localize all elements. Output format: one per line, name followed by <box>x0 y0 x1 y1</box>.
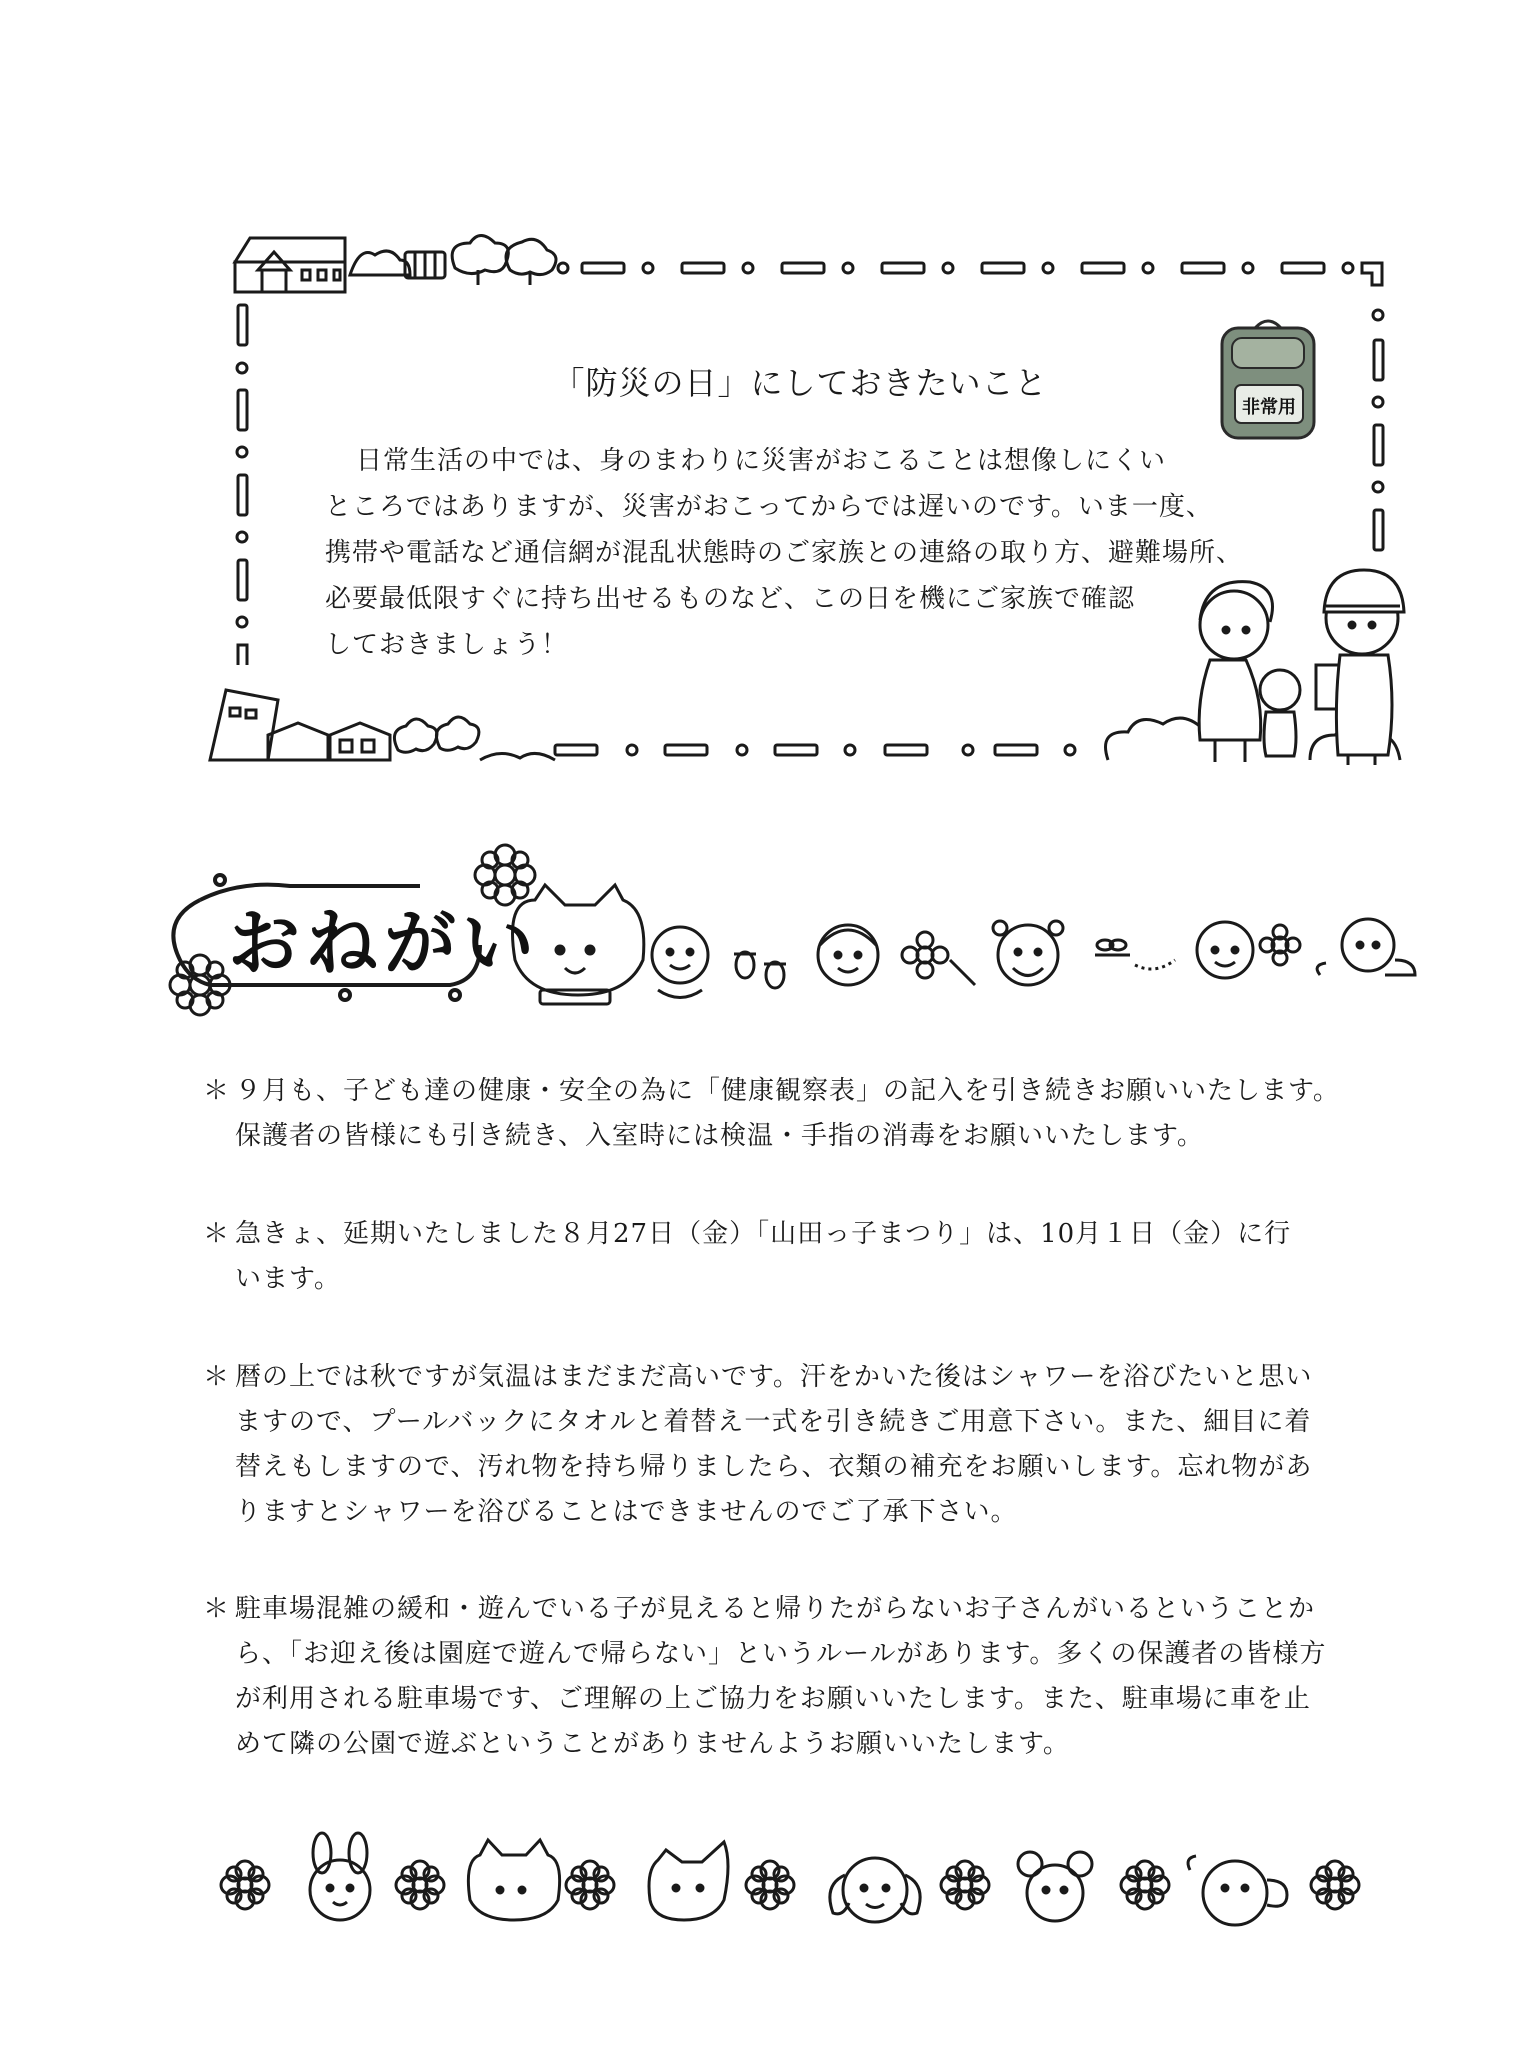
note-bullet: ＊ <box>203 1076 230 1106</box>
cat-icon <box>468 1840 559 1920</box>
note-bullet: ＊ <box>203 1362 230 1392</box>
note-line: います。 <box>235 1264 341 1294</box>
house-icon <box>235 238 345 292</box>
flower-icon <box>1121 1861 1169 1909</box>
house-icon <box>210 690 390 760</box>
bottom-animal-border <box>0 1830 1519 1940</box>
mouse-icon <box>1018 1852 1092 1921</box>
backpack-icon <box>1222 321 1314 438</box>
flower-icon <box>902 932 975 985</box>
flower-icon <box>746 1861 794 1909</box>
note-line: りますとシャワーを浴びることはできませんのでご了承下さい。 <box>235 1497 1018 1527</box>
tree-icon <box>452 236 556 286</box>
note-line: ますので、プールバックにタオルと着替え一式を引き続きご用意下さい。また、細目に着 <box>235 1407 1312 1437</box>
flower-icon <box>941 1861 989 1909</box>
cat-icon <box>649 1842 728 1920</box>
note-line: 駐車場混雑の緩和・遊んでいる子が見えると帰りたがらないお子さんがいるということか <box>235 1594 1316 1624</box>
bosai-line: 携帯や電話など通信網が混乱状態時のご家族との連絡の取り方、避難場所、 <box>325 538 1244 568</box>
backpack-label: 非常用 <box>1242 397 1296 418</box>
tree-icon <box>394 717 478 752</box>
bosai-line: ところではありますが、災害がおこってからでは遅いのです。いま一度、 <box>325 492 1213 522</box>
bosai-line: 日常生活の中では、身のまわりに災害がおこることは想像しにくい <box>356 446 1167 476</box>
note-bullet: ＊ <box>203 1594 230 1624</box>
bosai-line: しておきましょう！ <box>325 630 569 660</box>
flower-icon <box>566 1861 614 1909</box>
children-icon <box>1106 570 1405 765</box>
children-icon <box>993 921 1063 985</box>
note-bullet: ＊ <box>203 1219 230 1249</box>
note-line: ら、「お迎え後は園庭で遊んで帰らない」というルールがあります。多くの保護者の皆様方 <box>235 1639 1327 1669</box>
dragonfly-icon <box>1095 940 1175 969</box>
flower-icon <box>1311 1861 1359 1909</box>
flower-icon <box>396 1861 444 1909</box>
dog-icon <box>830 1858 920 1922</box>
children-icon <box>1197 922 1300 978</box>
flower-icon <box>221 1861 269 1909</box>
bear-icon <box>1188 1856 1287 1925</box>
children-icon <box>652 927 708 998</box>
children-icon <box>1317 919 1415 975</box>
note-line: 暦の上では秋ですが気温はまだまだ高いです。汗をかいた後はシャワーを浴びたいと思い <box>235 1362 1313 1392</box>
note-line: 替えもしますので、汚れ物を持ち帰りましたら、衣類の補充をお願いします。忘れ物があ <box>235 1452 1313 1482</box>
bosai-title: 「防災の日」にしておきたいこと <box>552 364 1048 402</box>
note-line: が利用される駐車場です、ご理解の上ご協力をお願いいたします。また、駐車場に車を止 <box>235 1684 1311 1714</box>
children-icon <box>818 925 878 985</box>
note-line: 保護者の皆様にも引き続き、入室時には検温・手指の消毒をお願いいたします。 <box>235 1121 1204 1151</box>
rabbit-icon <box>310 1833 370 1920</box>
note-line: 急きょ、延期いたしました８月27日（金）「山田っ子まつり」は、10月１日（金）に行 <box>235 1219 1292 1249</box>
note-line: ９月も、子ども達の健康・安全の為に「健康観察表」の記入を引き続きお願いいたします。 <box>235 1076 1340 1106</box>
bosai-line: 必要最低限すぐに持ち出せるものなど、この日を機にご家族で確認 <box>325 584 1136 614</box>
onegai-title: おねがい <box>228 901 541 985</box>
acorn-icon <box>734 952 786 988</box>
note-line: めて隣の公園で遊ぶということがありませんようお願いいたします。 <box>235 1729 1070 1759</box>
